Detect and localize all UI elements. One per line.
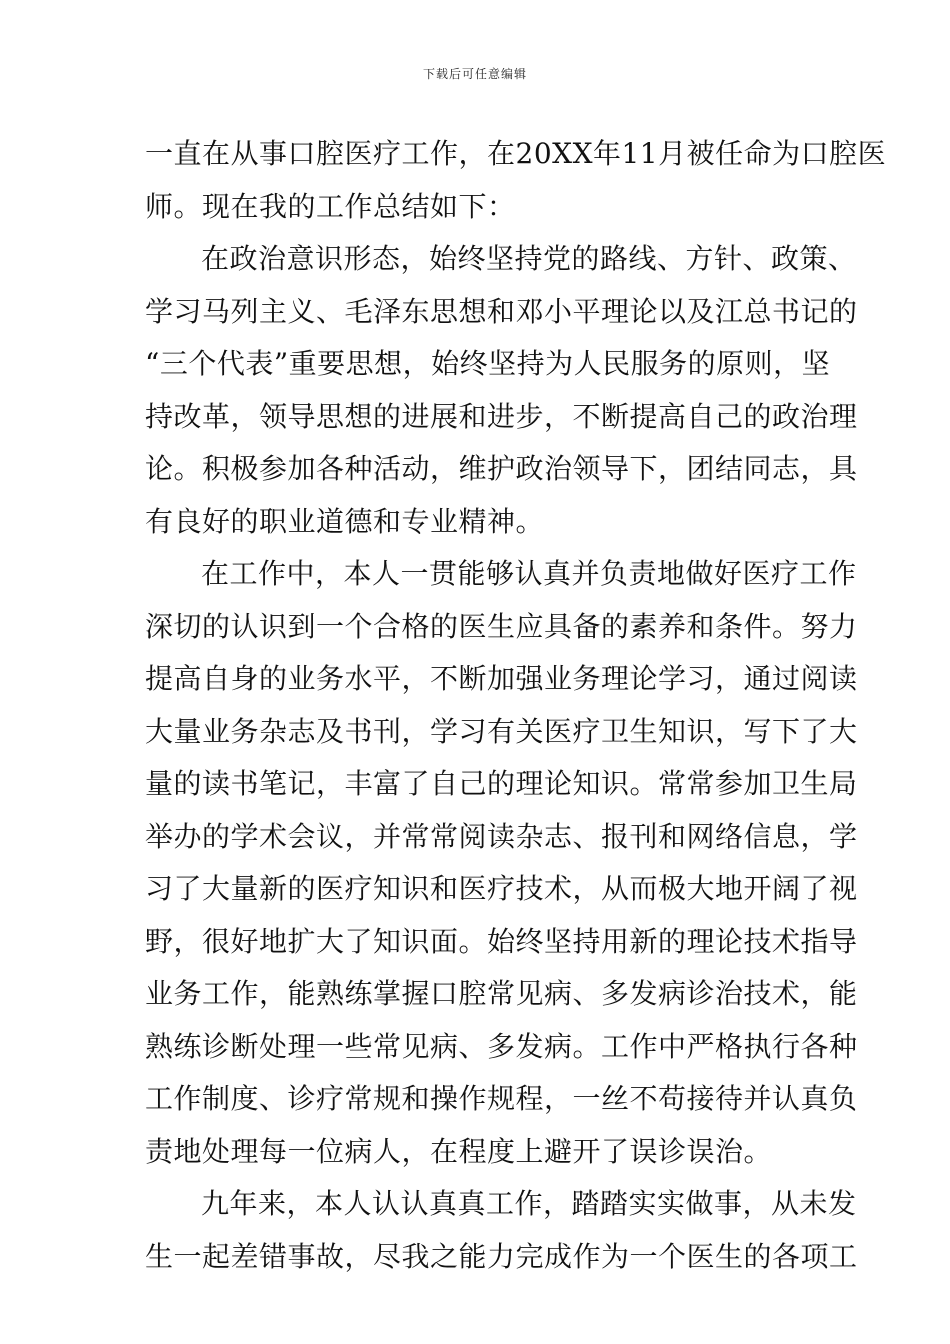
text-line: 师。现在我的工作总结如下： (145, 189, 516, 223)
text-line: 学习马列主义、毛泽东思想和邓小平理论以及江总书记的 (145, 294, 858, 328)
text-line: 熟练诊断处理一些常见病、多发病。工作中严格执行各种 (145, 1029, 858, 1063)
header-note: 下载后可任意编辑 (422, 67, 527, 81)
text-line: 一直在从事口腔医疗工作，在20XX年11月被任命为口腔医 (145, 137, 887, 170)
document-body (145, 128, 887, 1283)
text-line: 在工作中，本人一贯能够认真并负责地做好医疗工作 (201, 557, 857, 590)
text-line: 工作制度、诊疗常规和操作规程，一丝不苟接待并认真负 (145, 1082, 858, 1115)
text-line: 量的读书笔记，丰富了自己的理论知识。常常参加卫生局 (145, 767, 858, 800)
text-line: 业务工作，能熟练掌握口腔常见病、多发病诊治技术，能 (145, 977, 858, 1010)
text-line: 野，很好地扩大了知识面。始终坚持用新的理论技术指导 (145, 924, 858, 958)
text-line: 生一起差错事故，尽我之能力完成作为一个医生的各项工 (145, 1239, 858, 1273)
text-line: 提高自身的业务水平，不断加强业务理论学习，通过阅读 (145, 662, 858, 695)
text-line: 有良好的职业道德和专业精神。 (145, 504, 545, 538)
text-line: “三个代表”重要思想，始终坚持为人民服务的原则，坚 (145, 347, 831, 380)
text-line: 在政治意识形态，始终坚持党的路线、方针、政策、 (201, 242, 857, 275)
text-line: 持改革，领导思想的进展和进步，不断提高自己的政治理 (145, 399, 858, 433)
text-line: 九年来，本人认认真真工作，踏踏实实做事，从未发 (201, 1187, 857, 1220)
text-line: 习了大量新的医疗知识和医疗技术，从而极大地开阔了视 (145, 872, 858, 905)
text-line: 深切的认识到一个合格的医生应具备的素养和条件。努力 (145, 609, 858, 643)
text-line: 举办的学术会议，并常常阅读杂志、报刊和网络信息，学 (145, 819, 858, 853)
text-line: 大量业务杂志及书刊，学习有关医疗卫生知识，写下了大 (145, 714, 858, 748)
text-line: 责地处理每一位病人，在程度上避开了误诊误治。 (145, 1134, 773, 1168)
text-line: 论。积极参加各种活动，维护政治领导下，团结同志，具 (145, 452, 858, 485)
